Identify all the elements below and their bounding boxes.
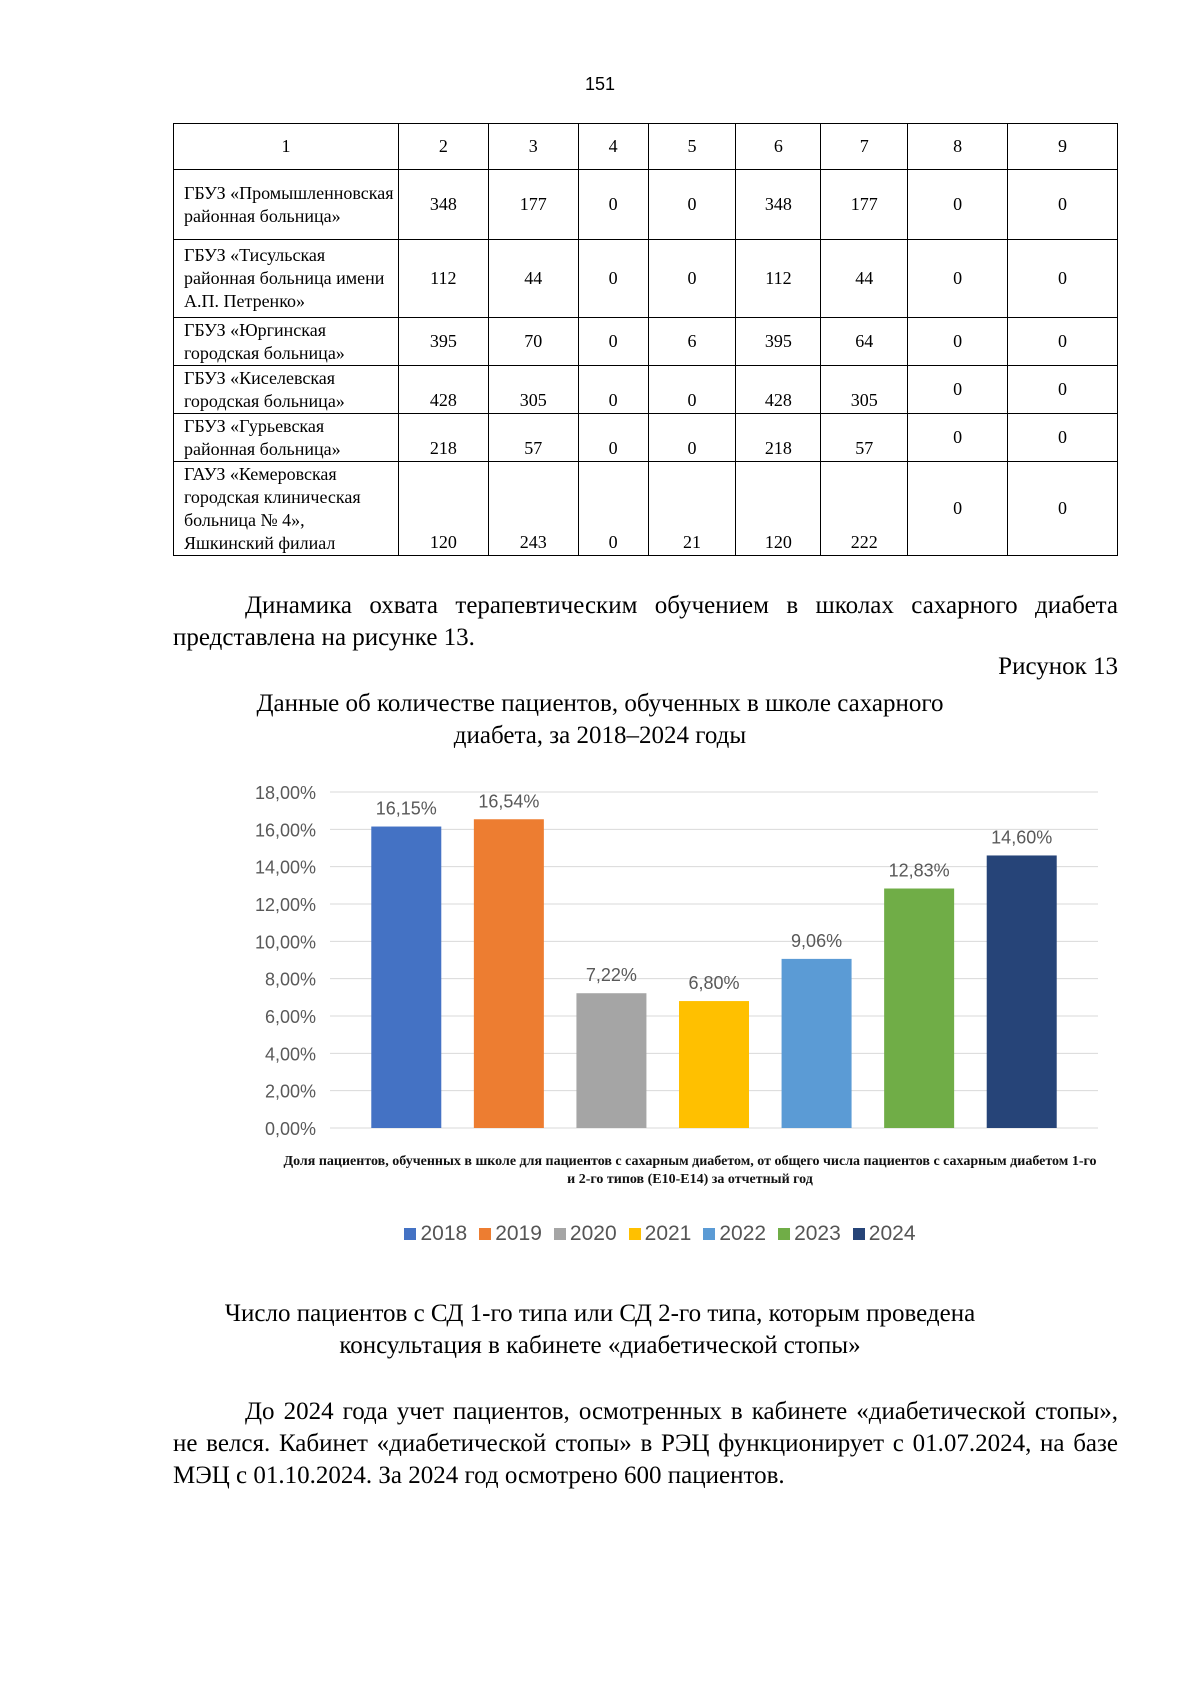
table-cell: 0 xyxy=(578,318,648,366)
data-label-2023: 12,83% xyxy=(888,860,950,881)
table-cell: 218 xyxy=(398,414,488,462)
hospital-name: ГБУЗ «Гурьевская районная больница» xyxy=(174,414,399,462)
y-tick-label: 16,00% xyxy=(254,820,316,841)
table-header-cell: 1 xyxy=(174,124,399,170)
section-heading: Число пациентов с СД 1-го типа или СД 2-го типа, которым проведена консультация в кабинете «диабетической стопы» xyxy=(224,1300,976,1359)
table-row xyxy=(174,240,1118,318)
y-tick-label: 2,00% xyxy=(264,1081,316,1102)
bar-chart xyxy=(220,770,1110,1260)
data-label-2020: 7,22% xyxy=(585,965,637,986)
table-cell: 64 xyxy=(821,318,908,366)
hospital-name: ГБУЗ «Промышленновская районная больница» xyxy=(174,170,399,240)
data-label-2022: 9,06% xyxy=(791,930,843,951)
table-cell: 0 xyxy=(648,414,736,462)
table-row xyxy=(174,462,1118,556)
table-header-cell: 7 xyxy=(821,124,908,170)
table-cell: 0 xyxy=(578,462,648,556)
legend-item-2021 xyxy=(629,1222,692,1246)
legend-swatch xyxy=(853,1228,865,1240)
table-header-cell: 3 xyxy=(488,124,578,170)
table-cell: 0 xyxy=(648,170,736,240)
table-cell: 21 xyxy=(648,462,736,556)
table-cell: 0 xyxy=(1008,366,1118,414)
table-cell: 0 xyxy=(1008,318,1118,366)
table-cell: 57 xyxy=(488,414,578,462)
table-cell: 0 xyxy=(908,170,1008,240)
legend-swatch xyxy=(703,1228,715,1240)
table-header-cell: 6 xyxy=(736,124,821,170)
chart-x-caption: Доля пациентов, обученных в школе для пациентов с сахарным диабетом, от общего числа пациентов с сахарным диабетом 1-го и 2-го типов (Е10-Е14) за отчетный год xyxy=(283,1154,1097,1187)
table-header-cell: 5 xyxy=(648,124,736,170)
table-cell: 0 xyxy=(1008,240,1118,318)
table-cell: 0 xyxy=(578,170,648,240)
data-label-2018: 16,15% xyxy=(375,798,437,819)
table-cell: 70 xyxy=(488,318,578,366)
bar-2023 xyxy=(884,889,954,1128)
y-tick-label: 10,00% xyxy=(254,932,316,953)
legend-label: 2018 xyxy=(420,1222,468,1245)
legend-label: 2022 xyxy=(719,1222,767,1245)
table-cell: 218 xyxy=(736,414,821,462)
table-cell: 0 xyxy=(648,366,736,414)
table-header-cell: 4 xyxy=(578,124,648,170)
legend-label: 2023 xyxy=(794,1222,841,1245)
data-label-2024: 14,60% xyxy=(991,827,1053,848)
table-cell: 0 xyxy=(1008,170,1118,240)
intro-paragraph: Динамика охвата терапевтическим обучением в школах сахарного диабета представлена на рисунке 13. xyxy=(173,592,1118,651)
table-cell: 0 xyxy=(908,240,1008,318)
bar-2021 xyxy=(679,1001,749,1128)
table-cell: 112 xyxy=(736,240,821,318)
y-tick-label: 4,00% xyxy=(264,1044,316,1065)
y-tick-label: 6,00% xyxy=(264,1007,316,1027)
bar-2024 xyxy=(987,855,1057,1128)
hospital-table xyxy=(173,123,1118,556)
table-row xyxy=(174,170,1118,240)
legend-label: 2021 xyxy=(644,1222,692,1245)
table-row xyxy=(174,414,1118,462)
bar-2022 xyxy=(782,959,852,1128)
table-header-row xyxy=(174,124,1118,170)
y-tick-label: 8,00% xyxy=(264,969,316,990)
figure-label: Рисунок 13 xyxy=(998,653,1118,680)
table-cell: 0 xyxy=(908,366,1008,414)
table-cell: 428 xyxy=(736,366,821,414)
table-cell: 222 xyxy=(821,462,908,556)
legend-item-2020 xyxy=(554,1222,617,1246)
table-cell: 395 xyxy=(736,318,821,366)
table-cell: 112 xyxy=(398,240,488,318)
table-cell: 348 xyxy=(398,170,488,240)
y-tick-label: 18,00% xyxy=(254,783,316,803)
data-label-2019: 16,54% xyxy=(478,791,540,812)
table-header-cell: 8 xyxy=(908,124,1008,170)
table-header-cell: 9 xyxy=(1008,124,1118,170)
table-cell: 44 xyxy=(488,240,578,318)
bar-2020 xyxy=(576,993,646,1128)
table-cell: 6 xyxy=(648,318,736,366)
table-cell: 0 xyxy=(1008,462,1118,556)
legend-item-2019 xyxy=(479,1222,542,1246)
page-number: 151 xyxy=(584,74,616,94)
chart-legend xyxy=(220,1222,1100,1246)
table-cell: 120 xyxy=(398,462,488,556)
closing-paragraph: До 2024 года учет пациентов, осмотренных в кабинете «диабетической стопы», не велся. Кабинет «диабетической стопы» в РЭЦ функционирует с 01.07.2024, на базе МЭЦ с 01.10.2024. За 2024 год осмотрено 600 пациентов. xyxy=(173,1398,1118,1489)
hospital-name: ГБУЗ «Юргинская городская больница» xyxy=(174,318,399,366)
table-row xyxy=(174,318,1118,366)
legend-swatch xyxy=(404,1228,416,1240)
data-label-2021: 6,80% xyxy=(688,973,740,994)
y-tick-label: 12,00% xyxy=(254,895,316,915)
legend-item-2023 xyxy=(778,1222,841,1246)
table-row xyxy=(174,366,1118,414)
table-cell: 177 xyxy=(488,170,578,240)
legend-swatch xyxy=(479,1228,491,1240)
figure-caption: Данные об количестве пациентов, обученных в школе сахарного диабета, за 2018–2024 годы xyxy=(256,690,944,749)
bar-2018 xyxy=(371,827,441,1128)
table-cell: 0 xyxy=(648,240,736,318)
table-cell: 243 xyxy=(488,462,578,556)
legend-item-2022 xyxy=(703,1222,766,1246)
hospital-name: ГБУЗ «Киселевская городская больница» xyxy=(174,366,399,414)
table-cell: 0 xyxy=(578,366,648,414)
hospital-name: ГБУЗ «Тисульская районная больница имени А.П. Петренко» xyxy=(174,240,399,318)
table-cell: 348 xyxy=(736,170,821,240)
legend-label: 2024 xyxy=(868,1222,916,1245)
table-header-cell: 2 xyxy=(398,124,488,170)
y-tick-label: 14,00% xyxy=(254,857,316,878)
table-cell: 395 xyxy=(398,318,488,366)
table-cell: 44 xyxy=(821,240,908,318)
table-cell: 0 xyxy=(908,462,1008,556)
legend-item-2018 xyxy=(404,1222,467,1246)
table-cell: 305 xyxy=(821,366,908,414)
bar-2019 xyxy=(474,819,544,1128)
table-cell: 0 xyxy=(1008,414,1118,462)
table-cell: 57 xyxy=(821,414,908,462)
legend-label: 2020 xyxy=(569,1222,617,1245)
hospital-name: ГАУЗ «Кемеровская городская клиническая больница № 4», Яшкинский филиал xyxy=(174,462,399,556)
table-cell: 177 xyxy=(821,170,908,240)
table-cell: 120 xyxy=(736,462,821,556)
table-cell: 428 xyxy=(398,366,488,414)
legend-label: 2019 xyxy=(495,1222,542,1245)
legend-item-2024 xyxy=(853,1222,916,1246)
table-cell: 0 xyxy=(578,414,648,462)
legend-swatch xyxy=(554,1228,566,1240)
legend-swatch xyxy=(778,1228,790,1240)
y-tick-label: 0,00% xyxy=(264,1119,316,1139)
table-cell: 0 xyxy=(908,318,1008,366)
table-cell: 305 xyxy=(488,366,578,414)
legend-swatch xyxy=(629,1228,641,1240)
table-cell: 0 xyxy=(578,240,648,318)
table-cell: 0 xyxy=(908,414,1008,462)
chart-plot xyxy=(220,770,1110,1150)
